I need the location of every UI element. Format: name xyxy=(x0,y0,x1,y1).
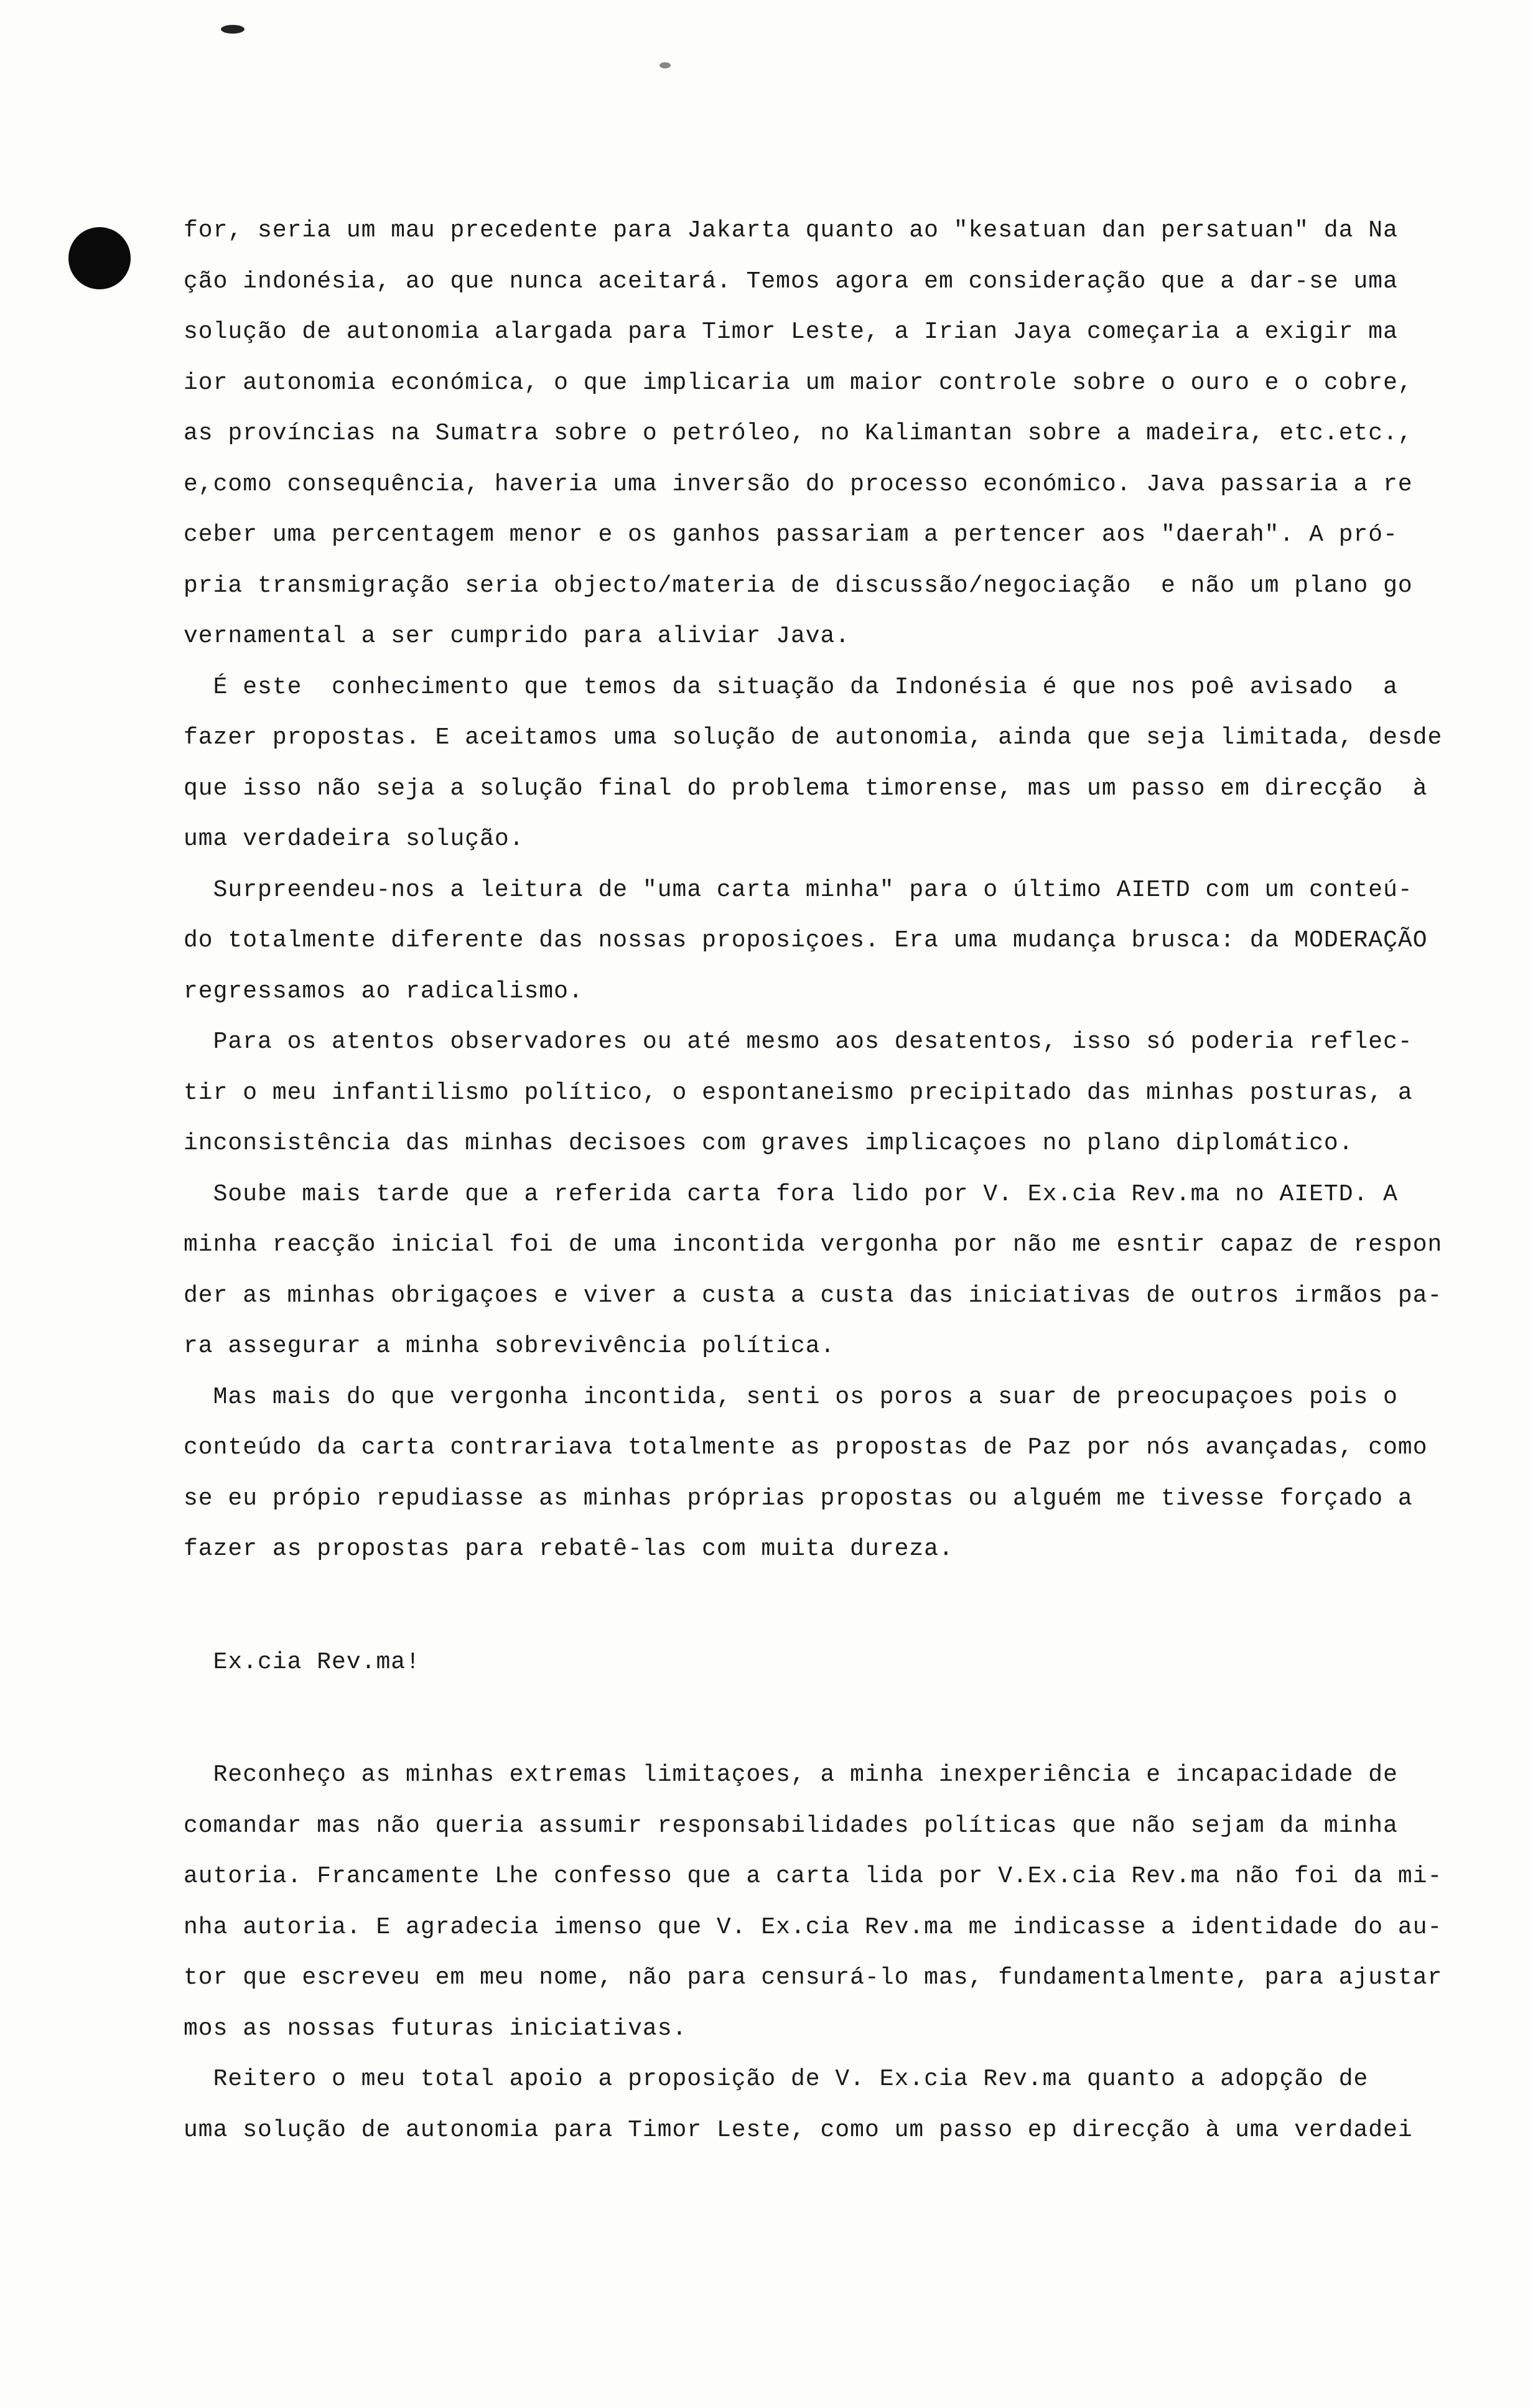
text-line: Para os atentos observadores ou até mesmo aos desatentos, isso só poderia reflec- xyxy=(184,1029,1413,1055)
paragraph-7 xyxy=(184,1750,1499,2054)
salutation: Ex.cia Rev.ma! xyxy=(184,1648,421,1676)
text-line: que isso não seja a solução final do problema timorense, mas um passo em direcção à xyxy=(184,775,1428,802)
text-line: e,como consequência, haveria uma inversão do processo económico. Java passaria a re xyxy=(184,470,1413,498)
text-line: fazer as propostas para rebatê-las com muita dureza. xyxy=(184,1536,954,1562)
text-line: autoria. Francamente Lhe confesso que a carta lida por V.Ex.cia Rev.ma não foi da mi- xyxy=(184,1863,1443,1890)
ink-speck xyxy=(659,62,671,68)
text-line: ra assegurar a minha sobrevivência política. xyxy=(184,1333,836,1360)
text-line: mos as nossas futuras iniciativas. xyxy=(184,2015,687,2042)
text-line: as províncias na Sumatra sobre o petróleo, no Kalimantan sobre a madeira, etc.etc., xyxy=(184,420,1413,447)
text-line: uma verdadeira solução. xyxy=(184,826,524,852)
text-line: inconsistência das minhas decisoes com graves implicaçoes no plano diplomático. xyxy=(184,1130,1354,1157)
paragraph-8 xyxy=(184,2054,1499,2155)
paragraph-5 xyxy=(184,1169,1499,1372)
paragraph-6 xyxy=(184,1372,1499,1575)
text-line: ção indonésia, ao que nunca aceitará. Temos agora em consideração que a dar-se uma xyxy=(184,268,1398,295)
text-line: do totalmente diferente das nossas proposiçoes. Era uma mudança brusca: da MODERAÇÃO xyxy=(184,927,1428,954)
paragraph-3 xyxy=(184,865,1499,1017)
text-line: tir o meu infantilismo político, o espontaneismo precipitado das minhas posturas, a xyxy=(184,1079,1413,1106)
letter-body xyxy=(184,205,1499,2155)
text-line: pria transmigração seria objecto/materia de discussão/negociação e não um plano go xyxy=(184,572,1413,599)
text-line: Surpreendeu-nos a leitura de "uma carta minha" para o último AIETD com um conteú- xyxy=(184,876,1413,903)
paragraph-1 xyxy=(184,205,1499,662)
text-line: regressamos ao radicalismo. xyxy=(184,978,584,1005)
text-line: solução de autonomia alargada para Timor Leste, a Irian Jaya começaria a exigir ma xyxy=(184,319,1398,345)
text-line: minha reacção inicial foi de uma incontida vergonha por não me esntir capaz de respon xyxy=(184,1231,1443,1258)
text-line: for, seria um mau precedente para Jakarta quanto ao "kesatuan dan persatuan" da Na xyxy=(184,217,1398,244)
text-line: uma solução de autonomia para Timor Leste, como um passo ep direcção à uma verdadei xyxy=(184,2116,1413,2144)
text-line: conteúdo da carta contrariava totalmente as propostas de Paz por nós avançadas, como xyxy=(184,1434,1428,1461)
text-line: Reconheço as minhas extremas limitaçoes, a minha inexperiência e incapacidade de xyxy=(184,1762,1398,1788)
text-line: É este conhecimento que temos da situação da Indonésia é que nos poê avisado a xyxy=(184,673,1398,701)
punch-hole xyxy=(68,227,131,289)
spacer xyxy=(184,1575,1499,1637)
text-line: tor que escreveu em meu nome, não para censurá-lo mas, fundamentalmente, para ajustar xyxy=(184,1964,1443,1991)
spacer xyxy=(184,1687,1499,1750)
text-line: der as minhas obrigaçoes e viver a custa a custa das iniciativas de outros irmãos pa- xyxy=(184,1282,1443,1309)
text-line: ceber uma percentagem menor e os ganhos passariam a pertencer aos "daerah". A pró- xyxy=(184,521,1398,548)
paragraph-4 xyxy=(184,1017,1499,1169)
text-line: Soube mais tarde que a referida carta fora lido por V. Ex.cia Rev.ma no AIETD. A xyxy=(184,1180,1398,1208)
paragraph-2 xyxy=(184,662,1499,865)
text-line: fazer propostas. E aceitamos uma solução de autonomia, ainda que seja limitada, desde xyxy=(184,724,1443,751)
text-line: ior autonomia económica, o que implicaria um maior controle sobre o ouro e o cobre, xyxy=(184,369,1413,396)
text-line: se eu própio repudiasse as minhas próprias propostas ou alguém me tivesse forçado a xyxy=(184,1485,1413,1512)
text-line: comandar mas não queria assumir responsabilidades políticas que não sejam da minha xyxy=(184,1812,1398,1839)
text-line: nha autoria. E agradecia imenso que V. Ex.cia Rev.ma me indicasse a identidade do au- xyxy=(184,1913,1443,1941)
ink-speck xyxy=(221,25,245,34)
text-line: Mas mais do que vergonha incontida, senti os poros a suar de preocupaçoes pois o xyxy=(184,1383,1398,1411)
text-line: Reitero o meu total apoio a proposição de V. Ex.cia Rev.ma quanto a adopção de xyxy=(184,2066,1369,2093)
text-line: vernamental a ser cumprido para aliviar Java. xyxy=(184,623,850,650)
